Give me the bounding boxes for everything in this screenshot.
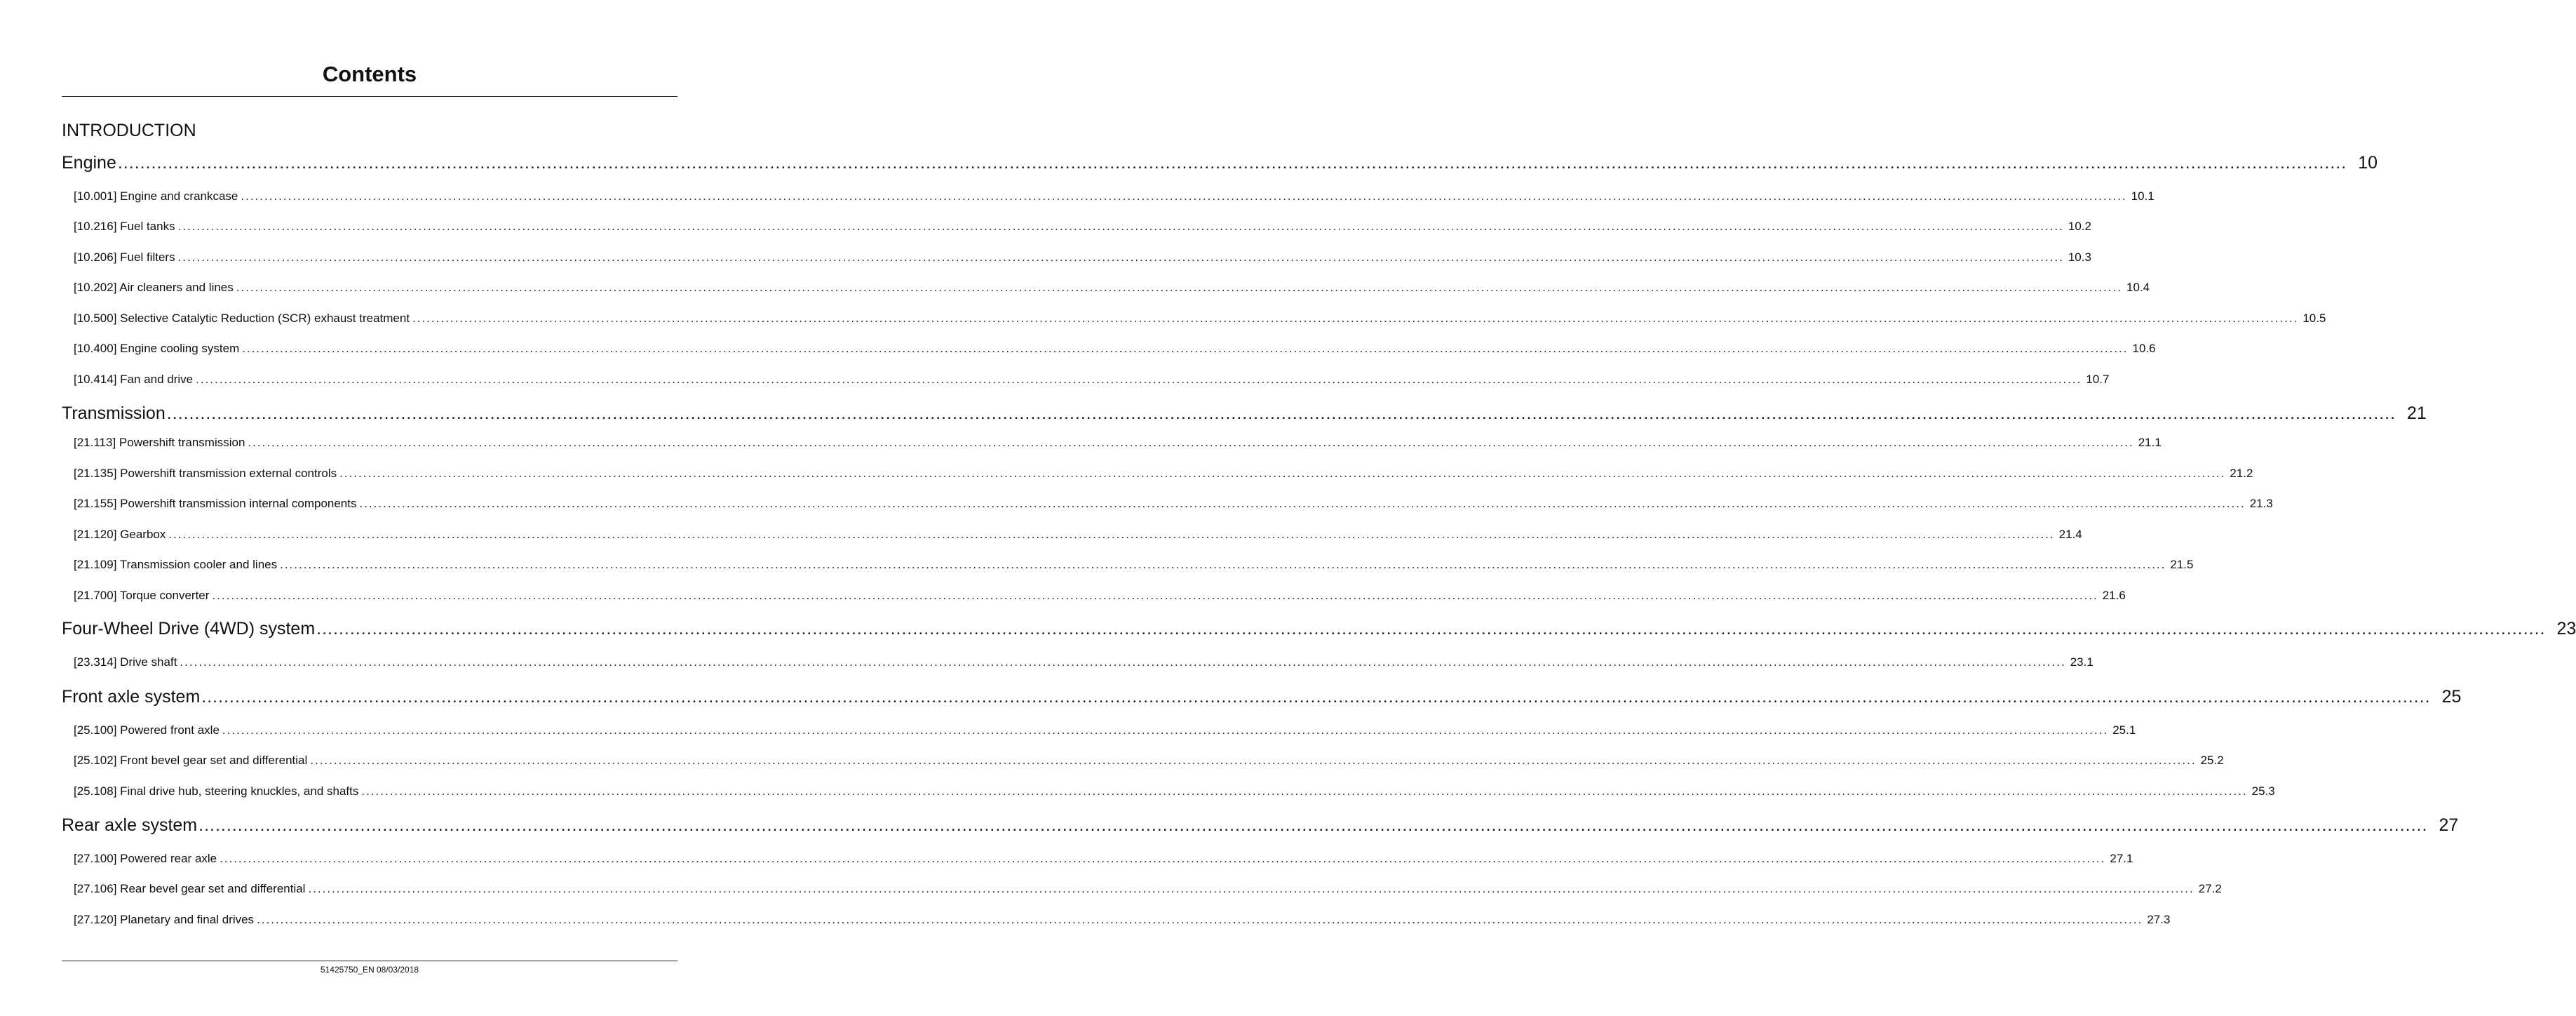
- toc-section-label: Four-Wheel Drive (4WD) system: [62, 619, 316, 639]
- toc-entry[interactable]: [74, 340, 2156, 357]
- toc-entry-label: [10.414] Fan and drive: [74, 373, 194, 386]
- dot-leader: ................................................................................................................................................................................................................................................................................................................................................................................................................: [308, 882, 2194, 895]
- toc-entry[interactable]: [74, 881, 2222, 897]
- toc-entry-page-number: 27.1: [2110, 852, 2133, 865]
- toc-entry-label: [21.120] Gearbox: [74, 528, 166, 541]
- toc-entry[interactable]: [74, 752, 2224, 769]
- dot-leader: ................................................................................................................................................................................................................................................................................................................................................................................................................: [339, 467, 2226, 480]
- toc-entry[interactable]: [74, 587, 2126, 604]
- dot-leader: ................................................................................................................................................................................................................................................................................................................................................................................................................: [310, 754, 2197, 767]
- toc-entry-page-number: 21.4: [2058, 528, 2082, 541]
- toc-entry-page-number: 25.1: [2112, 723, 2136, 737]
- toc-entry-page-number: 10.4: [2126, 281, 2150, 294]
- toc-entry[interactable]: [74, 911, 2171, 928]
- toc-entry[interactable]: [74, 556, 2194, 573]
- toc-entry-label: [10.001] Engine and crankcase: [74, 189, 238, 203]
- toc-entry-label: [21.155] Powershift transmission internal components: [74, 497, 357, 510]
- dot-leader: ................................................................................................................................................................................................................................................................................................................................................................................................................: [212, 589, 2098, 602]
- toc-entry[interactable]: [74, 434, 2162, 451]
- toc-entry-label: [27.100] Powered rear axle: [74, 852, 217, 865]
- toc-section-page-number: 10: [2358, 153, 2378, 173]
- dot-leader: ................................................................................................................................................................................................................................................................................................................................................................................................................: [222, 723, 2109, 737]
- toc-entry-label: [25.102] Front bevel gear set and differential: [74, 754, 308, 767]
- dot-leader: ................................................................................................................................................................................................................................................................................................................................................................................................................: [236, 281, 2123, 294]
- intro-heading: INTRODUCTION: [62, 121, 196, 140]
- toc-entry-page-number: 21.6: [2102, 589, 2126, 602]
- toc-entry-label: [21.113] Powershift transmission: [74, 436, 245, 449]
- dot-leader: ................................................................................................................................................................................................................................................................................................................................................................................................................: [242, 342, 2129, 355]
- toc-entry-page-number: 21.1: [2138, 436, 2162, 449]
- toc-entry[interactable]: [74, 188, 2154, 205]
- toc-section[interactable]: [62, 814, 2459, 836]
- dot-leader: ................................................................................................................................................................................................................................................................................................................................................................................................................: [220, 852, 2106, 865]
- toc-entry[interactable]: [74, 310, 2326, 327]
- dot-leader: ................................................................................................................................................................................................................................................................................................................................................................................................................: [361, 784, 2248, 798]
- dot-leader: ................................................................................................................................................................................................................................................................................................................................................................................................................: [316, 619, 2546, 639]
- toc-entry-page-number: 21.5: [2170, 558, 2194, 571]
- toc-entry[interactable]: [74, 371, 2110, 388]
- toc-entry-label: [21.700] Torque converter: [74, 589, 210, 602]
- toc-section-label: Front axle system: [62, 687, 201, 707]
- toc-entry-page-number: 25.2: [2200, 754, 2224, 767]
- toc-entry[interactable]: [74, 783, 2275, 800]
- toc-entry-label: [23.314] Drive shaft: [74, 655, 177, 669]
- toc-entry-page-number: 10.2: [2068, 220, 2091, 233]
- toc-entry-page-number: 10.1: [2131, 189, 2154, 203]
- toc-section-page-number: 23: [2556, 619, 2576, 639]
- toc-entry-label: [21.109] Transmission cooler and lines: [74, 558, 278, 571]
- dot-leader: ................................................................................................................................................................................................................................................................................................................................................................................................................: [180, 655, 2066, 669]
- page-title: Contents: [322, 62, 417, 86]
- toc-entry[interactable]: [74, 279, 2150, 296]
- toc-entry-label: [21.135] Powershift transmission external controls: [74, 467, 337, 480]
- toc-section-label: Rear axle system: [62, 815, 198, 835]
- toc-entry-label: [27.120] Planetary and final drives: [74, 913, 255, 926]
- toc-section[interactable]: [62, 686, 2462, 708]
- toc-section-label: Transmission: [62, 403, 166, 423]
- toc-entry-page-number: 27.2: [2198, 882, 2222, 895]
- toc-entry-label: [10.500] Selective Catalytic Reduction (SCR) exhaust treatment: [74, 312, 410, 325]
- dot-leader: ................................................................................................................................................................................................................................................................................................................................................................................................................: [359, 497, 2246, 510]
- toc-entry-label: [10.206] Fuel filters: [74, 250, 175, 264]
- toc-entry[interactable]: [74, 218, 2091, 235]
- toc-entry-page-number: 10.7: [2086, 373, 2110, 386]
- header-divider: [62, 96, 677, 97]
- toc-entry-page-number: 10.3: [2068, 250, 2091, 264]
- toc-entry[interactable]: [74, 654, 2093, 671]
- toc-entry-page-number: 21.2: [2230, 467, 2253, 480]
- dot-leader: ................................................................................................................................................................................................................................................................................................................................................................................................................: [196, 373, 2082, 386]
- toc-entry[interactable]: [74, 495, 2273, 512]
- toc-entry[interactable]: [74, 249, 2091, 266]
- toc-entry[interactable]: [74, 526, 2082, 543]
- toc-entry-page-number: 21.3: [2249, 497, 2273, 510]
- toc-entry-page-number: 27.3: [2147, 913, 2171, 926]
- toc-entry-label: [25.108] Final drive hub, steering knuckles, and shafts: [74, 784, 359, 798]
- toc-section[interactable]: [62, 152, 2378, 174]
- toc-section-page-number: 27: [2439, 815, 2459, 835]
- toc-entry-page-number: 10.6: [2132, 342, 2156, 355]
- toc-entry-label: [10.202] Air cleaners and lines: [74, 281, 234, 294]
- dot-leader: ................................................................................................................................................................................................................................................................................................................................................................................................................: [177, 250, 2064, 264]
- toc-entry-page-number: 23.1: [2070, 655, 2093, 669]
- toc-entry-label: [10.216] Fuel tanks: [74, 220, 175, 233]
- toc-entry-label: [25.100] Powered front axle: [74, 723, 220, 737]
- dot-leader: ................................................................................................................................................................................................................................................................................................................................................................................................................: [248, 436, 2134, 449]
- toc-section-page-number: 21: [2407, 403, 2427, 423]
- dot-leader: ................................................................................................................................................................................................................................................................................................................................................................................................................: [198, 815, 2428, 835]
- dot-leader: ................................................................................................................................................................................................................................................................................................................................................................................................................: [412, 312, 2299, 325]
- toc-entry-label: [10.400] Engine cooling system: [74, 342, 240, 355]
- toc-entry[interactable]: [74, 722, 2136, 739]
- document-footer: 51425750_EN 08/03/2018: [320, 965, 419, 975]
- toc-section-page-number: 25: [2441, 687, 2462, 707]
- toc-section[interactable]: [62, 402, 2427, 425]
- dot-leader: ................................................................................................................................................................................................................................................................................................................................................................................................................: [166, 403, 2396, 423]
- toc-section-label: Engine: [62, 153, 116, 173]
- dot-leader: ................................................................................................................................................................................................................................................................................................................................................................................................................: [201, 687, 2431, 707]
- dot-leader: ................................................................................................................................................................................................................................................................................................................................................................................................................: [168, 528, 2055, 541]
- toc-entry[interactable]: [74, 850, 2133, 867]
- dot-leader: ................................................................................................................................................................................................................................................................................................................................................................................................................: [241, 189, 2127, 203]
- toc-entry-label: [27.106] Rear bevel gear set and differential: [74, 882, 306, 895]
- dot-leader: ................................................................................................................................................................................................................................................................................................................................................................................................................: [117, 153, 2347, 173]
- dot-leader: ................................................................................................................................................................................................................................................................................................................................................................................................................: [280, 558, 2166, 571]
- toc-entry-page-number: 25.3: [2251, 784, 2275, 798]
- dot-leader: ................................................................................................................................................................................................................................................................................................................................................................................................................: [177, 220, 2064, 233]
- dot-leader: ................................................................................................................................................................................................................................................................................................................................................................................................................: [257, 913, 2143, 926]
- toc-entry-page-number: 10.5: [2302, 312, 2326, 325]
- toc-entry[interactable]: [74, 465, 2253, 482]
- toc-section[interactable]: [62, 617, 2576, 640]
